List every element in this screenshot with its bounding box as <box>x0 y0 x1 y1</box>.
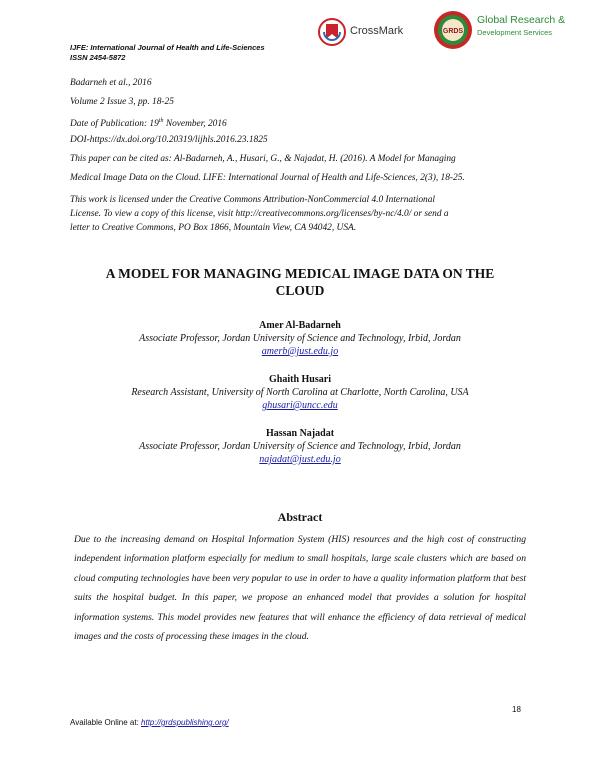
license-line-2[interactable]: License. To view a copy of this license, visit http://creativecommons.org/licenses/by-nc/4.0/ or send a <box>70 209 449 219</box>
grds-seal-icon <box>433 10 473 50</box>
crossmark-logo[interactable] <box>318 17 418 47</box>
author-name: Amer Al-Badarneh <box>259 320 341 331</box>
license-line-1: This work is licensed under the Creative Commons Attribution-NonCommercial 4.0 International <box>70 195 435 205</box>
author-email-link[interactable]: ghusari@uncc.edu <box>262 400 338 411</box>
grds-seal-text: GRDS <box>442 28 464 35</box>
footer-url-link[interactable]: http://grdspublishing.org/ <box>141 718 229 727</box>
paper-title-line-1: A MODEL FOR MANAGING MEDICAL IMAGE DATA ON THE <box>105 266 495 281</box>
license-line-3: letter to Creative Commons, PO Box 1866, Mountain View, CA 94042, USA. <box>70 223 357 233</box>
grds-subtitle: Development Services <box>477 28 553 37</box>
crossmark-label: CrossMark <box>350 25 404 37</box>
author-email-link[interactable]: najadat@just.edu.jo <box>259 454 341 465</box>
author-email-link[interactable]: amerb@just.edu.jo <box>261 346 339 357</box>
crossmark-icon <box>318 17 346 47</box>
abstract-text: Due to the increasing demand on Hospital Information System (HIS) resources and the high cost of constructing independent information platform especially for medium to small hospitals, large scale clusters which are based on cloud computing technologies have been very popular to use in order to have a quality information platform that best suits the hospital budget. In this paper, we propose an enhanced model that provides a solution for hospital information systems. This model provides new features that will enhance the efficiency of data retrieval of medical images and the costs of processing these images in the cloud. <box>74 534 526 643</box>
author-name: Hassan Najadat <box>265 428 335 439</box>
cite-line-2: Medical Image Data on the Cloud. LIFE: International Journal of Health and Life-Sciences, 2(3), 18-25. <box>70 173 465 183</box>
author-name: Ghaith Husari <box>269 374 331 385</box>
publication-date: Date of Publication: 19th November, 2016 <box>70 118 227 130</box>
author-affiliation: Research Assistant, University of North Carolina at Charlotte, North Carolina, USA <box>131 387 469 398</box>
paper-title-line-2: CLOUD <box>275 283 325 298</box>
citation-authors-year: Badarneh et al., 2016 <box>70 78 152 88</box>
footer-label: Available Online at: <box>70 718 142 727</box>
journal-issn: ISSN 2454-5872 <box>70 53 126 62</box>
author-affiliation: Associate Professor, Jordan University of Science and Technology, Irbid, Jordan <box>139 333 461 344</box>
page-number: 18 <box>512 705 521 714</box>
abstract-heading: Abstract <box>277 510 323 524</box>
doi-link[interactable]: DOI-https://dx.doi.org/10.20319/lijhls.2016.23.1825 <box>70 135 268 145</box>
journal-name: IJFE: International Journal of Health and Life-Sciences <box>70 43 265 52</box>
author-affiliation: Associate Professor, Jordan University of Science and Technology, Irbid, Jordan <box>139 441 461 452</box>
grds-logo <box>433 10 573 50</box>
volume-issue: Volume 2 Issue 3, pp. 18-25 <box>70 97 174 107</box>
cite-line-1: This paper can be cited as: Al-Badarneh, A., Husari, G., & Najadat, H. (2016). A Model for Managing <box>70 154 456 164</box>
footer-availability <box>70 718 229 727</box>
grds-title: Global Research & <box>477 14 566 26</box>
